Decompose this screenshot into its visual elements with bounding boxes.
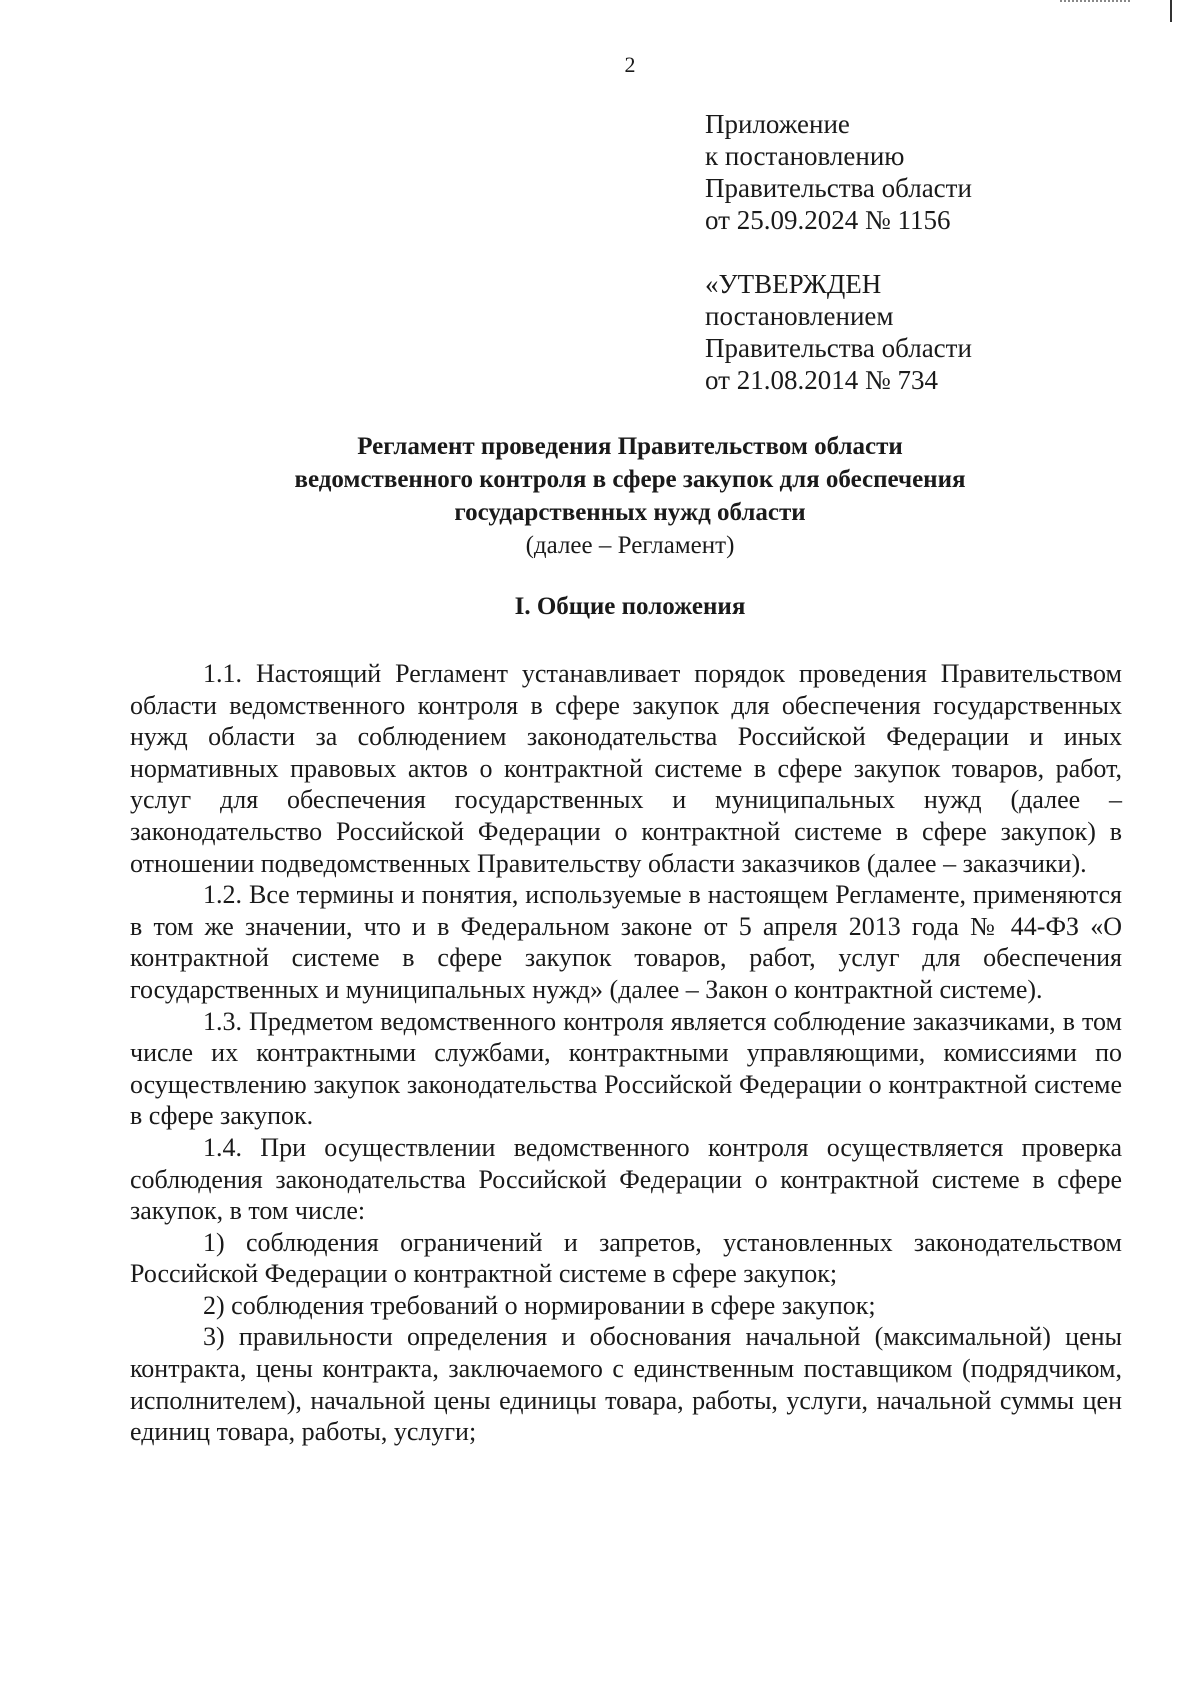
appendix-line-1: Приложение [705,109,850,139]
paragraph-1-2: 1.2. Все термины и понятия, используемые в настоящем Регламенте, применяются в том же значении, что и в Федеральном законе от 5 апреля 2013 года № 44-ФЗ «О контрактной системе в сфере закупок товаров, работ, услуг для обеспечения государственных и муниципальных нужд» (далее – Закон о контрактной системе). [130,880,1122,1004]
approved-line-1: «УТВЕРЖДЕН [705,269,882,299]
appendix-line-2: к постановлению [705,141,905,171]
approved-line-4: от 21.08.2014 № 734 [705,365,938,395]
approved-line-3: Правительства области [705,333,972,363]
list-item-3: 3) правильности определения и обоснования начальной (максимальной) цены контракта, цены контракта, заключаемого с единственным поставщиком (подрядчиком, исполнителем), начальной цены единицы товара, работы, услуги, начальной суммы цен единиц товара, работы, услуги; [130,1322,1122,1447]
title-line-2: ведомственного контроля в сфере закупок для обеспечения [294,466,966,493]
list-item-1: 1) соблюдения ограничений и запретов, установленных законодательством Российской Федерации о контрактной системе в сфере закупок; [130,1227,1122,1289]
paragraph-1-4: 1.4. При осуществлении ведомственного контроля осуществляется проверка соблюдения законодательства Российской Федерации о контрактной системе в сфере закупок, в том числе: [130,1132,1122,1226]
paragraph-1-3: 1.3. Предметом ведомственного контроля является соблюдение заказчиками, в том числе их контрактными службами, контрактными управляющими, комиссиями по осуществлению закупок законодательства Российской Федерации о контрактной системе в сфере закупок. [130,1006,1122,1131]
document-body [130,658,1122,1448]
appendix-line-4: от 25.09.2024 № 1156 [705,205,951,235]
approved-block [705,268,972,396]
document-title [130,430,1130,562]
title-line-1: Регламент проведения Правительством области [357,433,903,460]
title-subtitle: (далее – Регламент) [525,532,735,559]
appendix-line-3: Правительства области [705,173,972,203]
appendix-block [705,108,972,236]
section-heading: I. Общие положения [514,593,746,620]
title-line-3: государственных нужд области [454,499,806,526]
list-item-2: 2) соблюдения требований о нормировании в сфере закупок; [203,1290,876,1320]
approved-line-2: постановлением [705,301,894,331]
scan-edge-line [1170,0,1172,22]
paragraph-1-1: 1.1. Настоящий Регламент устанавливает порядок проведения Правительством области ведомственного контроля в сфере закупок для обеспечения государственных нужд области за соблюдением законодательства Российской Федерации и иных нормативных правовых актов о контрактной системе в сфере закупок товаров, работ, услуг для обеспечения государственных и муниципальных нужд (далее – законодательство Российской Федерации о контрактной системе в сфере закупок) в отношении подведомственных Правительству области заказчиков (далее – заказчики). [130,659,1122,878]
page-number: 2 [624,52,636,77]
scan-edge-marks [1060,0,1130,5]
